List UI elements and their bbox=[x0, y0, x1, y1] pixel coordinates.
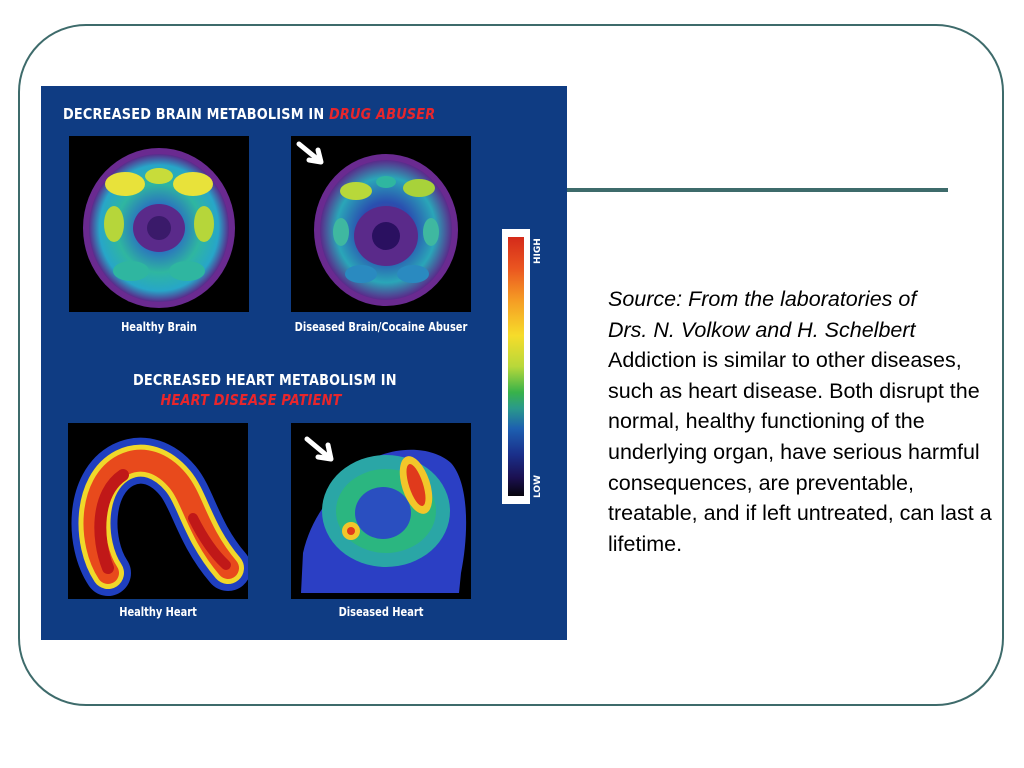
diseased-brain-scan bbox=[291, 136, 471, 312]
diseased-heart-caption: Diseased Heart bbox=[338, 605, 424, 619]
slide-text bbox=[608, 284, 993, 559]
color-scale-gradient bbox=[508, 237, 524, 496]
brain-heading bbox=[63, 105, 435, 123]
pet-scan-figure bbox=[41, 86, 567, 640]
diseased-brain-caption: Diseased Brain/Cocaine Abuser bbox=[294, 320, 468, 334]
heart-heading-highlight: HEART DISEASE PATIENT bbox=[160, 391, 342, 409]
body-text: Addiction is similar to other diseases, such as heart disease. Both disrupt the normal, healthy functioning of the underlying organ, have serious harmful consequences, are preventable, treatable, and if left untreated, can last a lifetime. bbox=[608, 348, 992, 556]
scale-low-label: LOW bbox=[533, 475, 543, 498]
source-line-1: Source: From the laboratories of bbox=[608, 287, 917, 311]
metabolism-color-scale bbox=[502, 229, 530, 504]
heart-heading bbox=[133, 370, 397, 410]
healthy-brain-caption: Healthy Brain bbox=[121, 320, 197, 334]
scale-high-label: HIGH bbox=[533, 238, 543, 264]
healthy-brain-scan bbox=[69, 136, 249, 312]
source-line-2: Drs. N. Volkow and H. Schelbert bbox=[608, 317, 916, 342]
diseased-heart-scan bbox=[291, 423, 471, 599]
title-rule bbox=[565, 188, 948, 192]
brain-heading-main: DECREASED BRAIN METABOLISM IN bbox=[63, 105, 329, 123]
healthy-heart-caption: Healthy Heart bbox=[119, 605, 197, 619]
healthy-heart-scan bbox=[68, 423, 248, 599]
heart-heading-main: DECREASED HEART METABOLISM IN bbox=[133, 371, 397, 389]
brain-heading-highlight: DRUG ABUSER bbox=[328, 105, 436, 123]
